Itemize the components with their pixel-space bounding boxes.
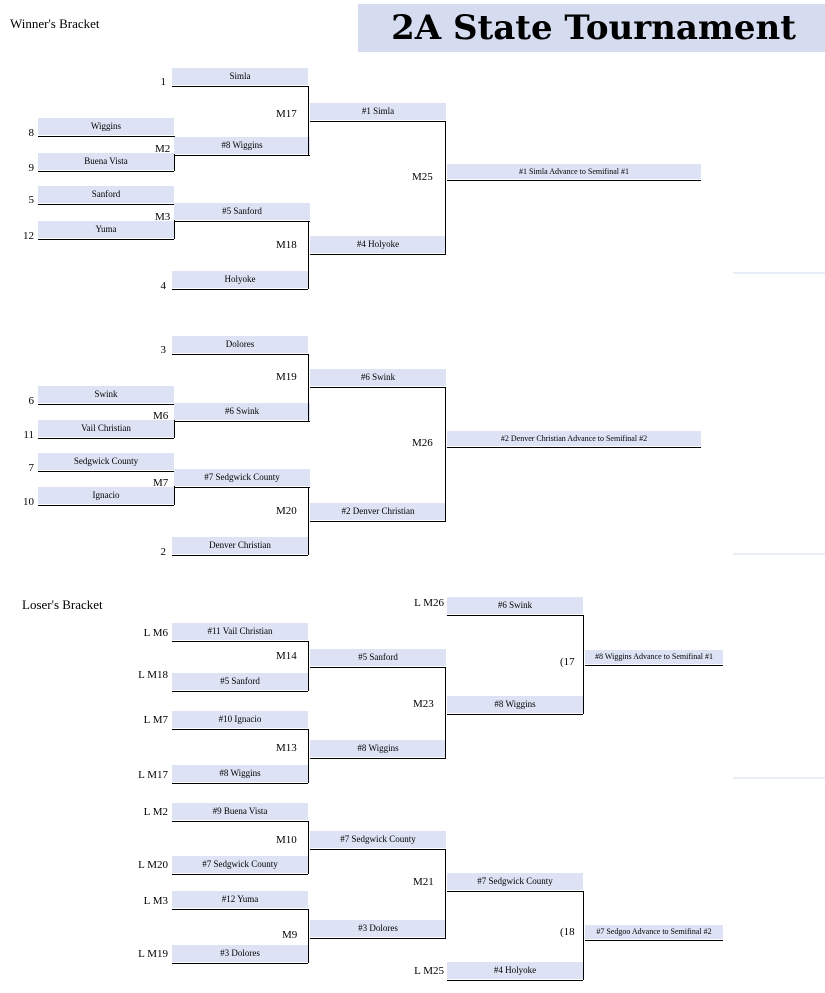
match-code: (17 — [560, 656, 575, 668]
match-code: M19 — [276, 371, 297, 383]
bracket-team-box: Sanford — [38, 186, 174, 203]
bracket-line — [172, 691, 308, 692]
seed-number: 7 — [28, 462, 34, 474]
bracket-team-box: Ignacio — [38, 487, 174, 504]
match-code: (18 — [560, 926, 575, 938]
decorative-line — [733, 272, 825, 274]
match-code: M9 — [282, 929, 298, 941]
bracket-winner-box: #3 Dolores — [310, 920, 446, 937]
bracket-line — [172, 963, 308, 964]
bracket-winner-box: #8 Wiggins — [174, 137, 310, 154]
match-code: M14 — [276, 650, 297, 662]
match-code: L M2 — [143, 806, 168, 818]
match-code: M26 — [412, 437, 433, 449]
advance-box: #7 Sedgoo Advance to Semifinal #2 — [585, 925, 723, 939]
bracket-winner-box: #8 Wiggins — [310, 740, 446, 757]
bracket-winner-box: #6 Swink — [310, 369, 446, 386]
page-title: 2A State Tournament — [391, 8, 796, 48]
bracket-line — [445, 387, 446, 521]
bracket-team-box: #12 Yuma — [172, 891, 308, 908]
bracket-line — [172, 641, 308, 642]
bracket-line — [172, 874, 308, 875]
match-code: M17 — [276, 108, 297, 120]
bracket-line — [308, 221, 309, 289]
bracket-line — [308, 354, 309, 421]
match-code: L M3 — [143, 895, 168, 907]
bracket-winner-box: #4 Holyoke — [310, 236, 446, 253]
bracket-line — [447, 891, 583, 892]
match-code: M7 — [153, 477, 169, 489]
match-code: M10 — [276, 834, 297, 846]
bracket-line — [308, 821, 309, 874]
bracket-line — [38, 505, 174, 506]
bracket-team-box: Buena Vista — [38, 153, 174, 170]
bracket-line — [172, 783, 308, 784]
bracket-line — [172, 909, 308, 910]
bracket-line — [308, 487, 309, 555]
bracket-team-box: #10 Ignacio — [172, 711, 308, 728]
bracket-winner-box: #1 Simla — [310, 103, 446, 120]
bracket-team-box: Swink — [38, 386, 174, 403]
seed-number: 6 — [28, 395, 34, 407]
bracket-line — [447, 980, 583, 981]
match-code: M2 — [155, 143, 171, 155]
bracket-line — [310, 254, 446, 255]
seed-number: 10 — [23, 496, 34, 508]
bracket-line — [38, 471, 174, 472]
bracket-line — [310, 121, 446, 122]
bracket-line — [172, 555, 308, 556]
bracket-winner-box: #7 Sedgwick County — [310, 831, 446, 848]
bracket-line — [585, 665, 723, 666]
bracket-line — [174, 487, 310, 488]
match-code: M3 — [155, 211, 171, 223]
seed-number: 3 — [160, 344, 166, 356]
bracket-winner-box: #7 Sedgwick County — [447, 873, 583, 890]
match-code: L M26 — [414, 597, 444, 609]
decorative-line — [733, 777, 825, 779]
seed-number: 12 — [23, 230, 34, 242]
losers-bracket-label: Loser's Bracket — [22, 597, 103, 612]
seed-number: 8 — [28, 127, 34, 139]
bracket-line — [583, 891, 584, 980]
bracket-team-box: Denver Christian — [172, 537, 308, 554]
advance-box: #2 Denver Christian Advance to Semifinal #2 — [447, 431, 701, 446]
match-code: M23 — [413, 698, 434, 710]
bracket-line — [447, 180, 701, 181]
bracket-winner-box: #5 Sanford — [174, 203, 310, 220]
bracket-line — [310, 521, 446, 522]
bracket-team-box: Yuma — [38, 221, 174, 238]
bracket-line — [310, 938, 446, 939]
bracket-winner-box: #5 Sanford — [310, 649, 446, 666]
bracket-team-box: Sedgwick County — [38, 453, 174, 470]
bracket-team-box: #9 Buena Vista — [172, 803, 308, 820]
bracket-team-box: #3 Dolores — [172, 945, 308, 962]
bracket-team-box: Dolores — [172, 336, 308, 353]
bracket-team-box: #8 Wiggins — [172, 765, 308, 782]
bracket-line — [172, 289, 308, 290]
bracket-line — [310, 387, 446, 388]
bracket-line — [445, 121, 446, 254]
bracket-winner-box: #8 Wiggins — [447, 696, 583, 713]
bracket-line — [172, 354, 308, 355]
bracket-line — [38, 404, 174, 405]
bracket-team-box: #7 Sedgwick County — [172, 856, 308, 873]
bracket-line — [308, 86, 309, 155]
bracket-winner-box: #7 Sedgwick County — [174, 469, 310, 486]
seed-number: 1 — [160, 76, 166, 88]
winners-bracket-label: Winner's Bracket — [10, 16, 100, 31]
match-code: M25 — [412, 171, 433, 183]
match-code: L M18 — [138, 669, 168, 681]
match-code: L M7 — [143, 714, 168, 726]
bracket-line — [583, 615, 584, 714]
bracket-line — [174, 155, 310, 156]
match-code: M18 — [276, 239, 297, 251]
bracket-line — [38, 204, 174, 205]
advance-box: #8 Wiggins Advance to Semifinal #1 — [585, 650, 723, 664]
bracket-team-box: #11 Vail Christian — [172, 623, 308, 640]
match-code: M20 — [276, 505, 297, 517]
seed-number: 5 — [28, 194, 34, 206]
seed-number: 11 — [23, 429, 34, 441]
bracket-line — [38, 239, 174, 240]
bracket-line — [172, 86, 308, 87]
bracket-line — [174, 221, 310, 222]
bracket-line — [445, 667, 446, 758]
bracket-line — [308, 729, 309, 783]
bracket-line — [310, 667, 446, 668]
bracket-line — [38, 136, 174, 137]
bracket-team-box: Vail Christian — [38, 420, 174, 437]
seed-number: 9 — [28, 162, 34, 174]
match-code: M13 — [276, 742, 297, 754]
bracket-line — [310, 849, 446, 850]
bracket-winner-box: #6 Swink — [174, 403, 310, 420]
bracket-line — [585, 940, 723, 941]
bracket-line — [445, 849, 446, 938]
match-code: M6 — [153, 410, 169, 422]
bracket-team-box: Simla — [172, 68, 308, 85]
bracket-line — [174, 421, 310, 422]
bracket-line — [447, 714, 583, 715]
match-code: L M17 — [138, 769, 168, 781]
bracket-line — [38, 171, 174, 172]
bracket-line — [38, 438, 174, 439]
bracket-line — [308, 909, 309, 963]
seed-number: 2 — [160, 546, 166, 558]
match-code: L M19 — [138, 948, 168, 960]
match-code: M21 — [413, 876, 434, 888]
bracket-line — [310, 758, 446, 759]
advance-box: #1 Simla Advance to Semifinal #1 — [447, 164, 701, 179]
bracket-team-box: #4 Holyoke — [447, 962, 583, 979]
match-code: L M6 — [143, 627, 168, 639]
bracket-line — [172, 821, 308, 822]
bracket-line — [447, 615, 583, 616]
match-code: L M20 — [138, 859, 168, 871]
bracket-team-box: #5 Sanford — [172, 673, 308, 690]
bracket-line — [172, 729, 308, 730]
bracket-team-box: Holyoke — [172, 271, 308, 288]
bracket-line — [447, 447, 701, 448]
seed-number: 4 — [160, 280, 166, 292]
bracket-team-box: #6 Swink — [447, 597, 583, 614]
bracket-team-box: Wiggins — [38, 118, 174, 135]
bracket-winner-box: #2 Denver Christian — [310, 503, 446, 520]
bracket-line — [308, 641, 309, 691]
decorative-line — [733, 553, 825, 555]
match-code: L M25 — [414, 965, 444, 977]
